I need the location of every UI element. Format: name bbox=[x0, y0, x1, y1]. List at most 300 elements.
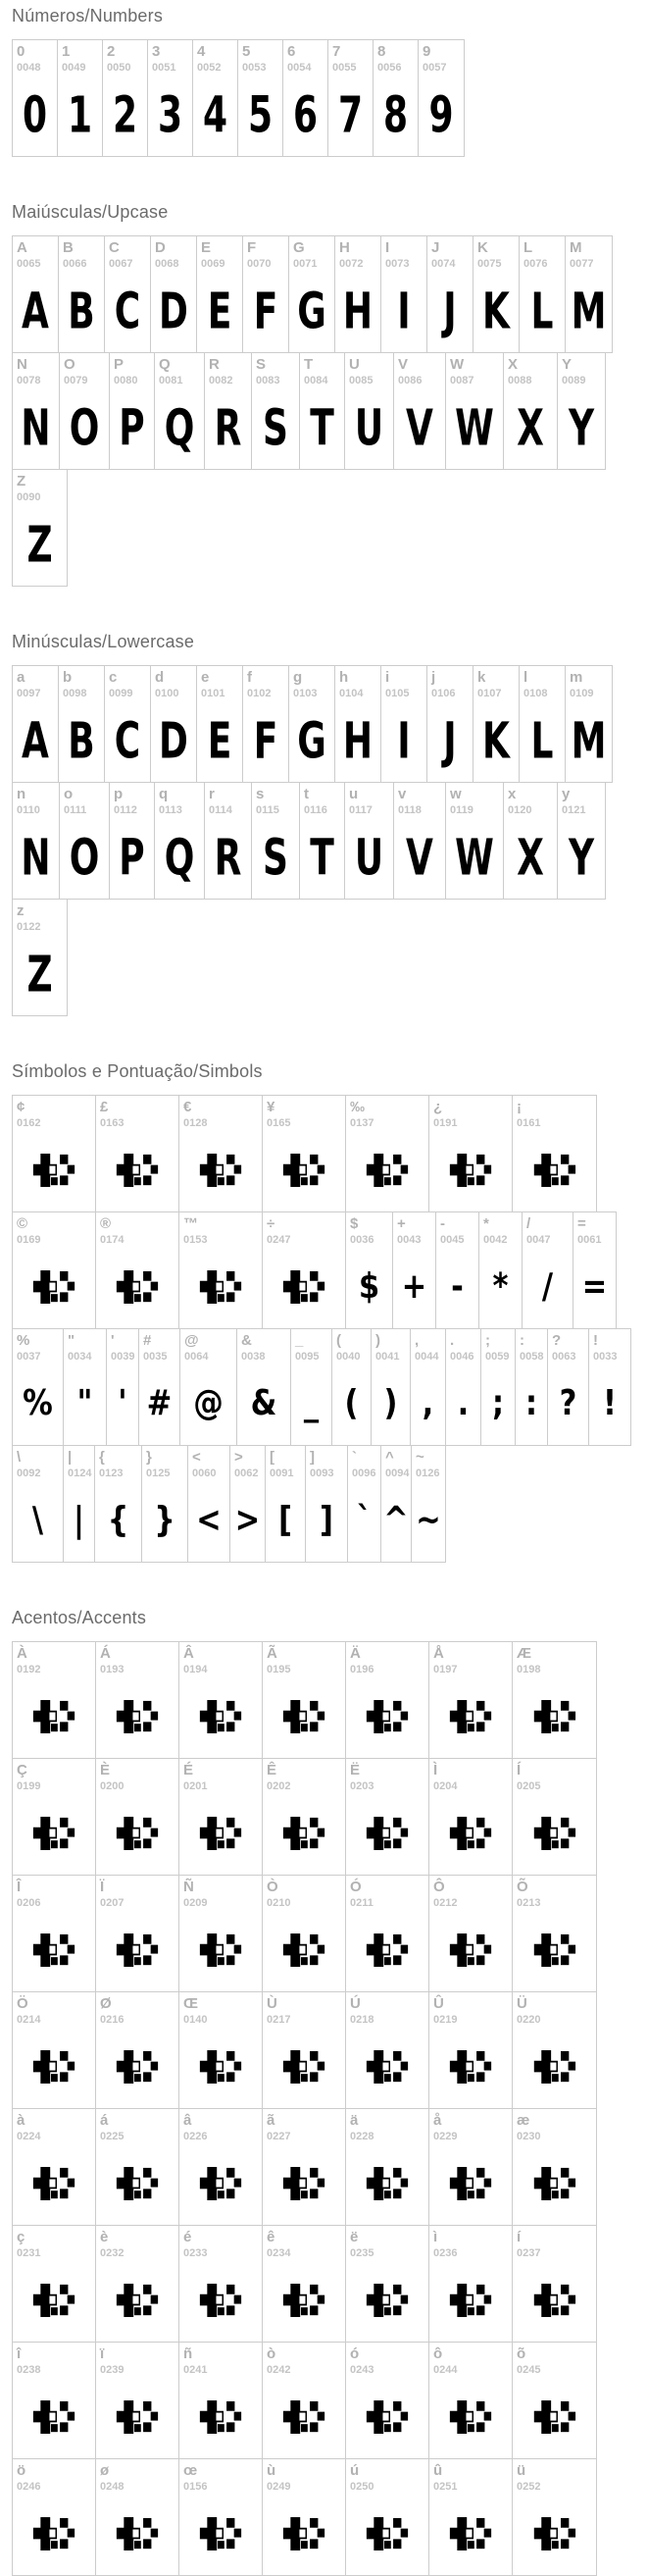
cell-header bbox=[13, 1876, 95, 1909]
character-code: 0251 bbox=[433, 2481, 458, 2493]
cell-header bbox=[504, 353, 557, 386]
character-code: 0239 bbox=[100, 2364, 125, 2376]
missing-glyph bbox=[185, 1246, 255, 1328]
cell-header bbox=[13, 40, 57, 74]
character-label: ~ bbox=[416, 1449, 424, 1466]
glyph-preview: 9 bbox=[428, 85, 454, 144]
glyph-preview: E bbox=[207, 711, 232, 770]
character-label: J bbox=[431, 239, 440, 256]
glyph-cell bbox=[411, 1329, 446, 1445]
missing-glyph bbox=[435, 1675, 505, 1758]
glyph-preview: } bbox=[154, 1500, 175, 1540]
character-label: j bbox=[431, 669, 436, 686]
missing-glyph-icon bbox=[200, 2283, 242, 2318]
glyph-cell bbox=[412, 1446, 445, 1562]
glyph-preview: ? bbox=[559, 1383, 577, 1423]
glyph-cell bbox=[155, 783, 205, 899]
character-code: 0047 bbox=[526, 1234, 551, 1246]
cell-header bbox=[263, 1876, 345, 1909]
glyph-preview: O bbox=[69, 398, 100, 457]
cell-header bbox=[179, 2226, 262, 2259]
glyph-table-symbols bbox=[12, 1095, 631, 1563]
missing-glyph bbox=[435, 2259, 505, 2342]
cell-header bbox=[13, 2343, 95, 2376]
glyph-cell bbox=[381, 236, 427, 352]
glyph-cell bbox=[429, 2343, 513, 2458]
character-code: 0087 bbox=[450, 375, 474, 386]
missing-glyph bbox=[185, 1909, 255, 1991]
glyph-cell bbox=[263, 2343, 346, 2458]
glyph-cell bbox=[548, 1329, 589, 1445]
character-label: 0 bbox=[17, 43, 25, 60]
character-code: 0088 bbox=[508, 375, 532, 386]
character-label: Á bbox=[100, 1645, 111, 1662]
missing-glyph-icon bbox=[200, 1153, 242, 1188]
character-label: ï bbox=[100, 2345, 105, 2362]
glyph-preview: H bbox=[342, 282, 374, 340]
cell-header bbox=[520, 666, 565, 699]
cell-header bbox=[59, 236, 104, 270]
character-code: 0237 bbox=[517, 2247, 541, 2259]
character-label: Ó bbox=[350, 1879, 362, 1895]
character-code: 0120 bbox=[508, 804, 532, 816]
character-label: 6 bbox=[287, 43, 296, 60]
cell-header bbox=[346, 2459, 428, 2493]
cell-header bbox=[346, 1759, 428, 1792]
character-label: Ì bbox=[433, 1762, 438, 1778]
cell-header bbox=[429, 1759, 512, 1792]
character-label: A bbox=[17, 239, 27, 256]
character-label: x bbox=[508, 786, 517, 802]
glyph-cell bbox=[346, 2343, 429, 2458]
missing-glyph-icon bbox=[117, 1932, 159, 1968]
character-code: 0232 bbox=[100, 2247, 125, 2259]
missing-glyph-icon bbox=[450, 2049, 492, 2085]
character-label: Ù bbox=[267, 1995, 277, 2012]
glyph-cell bbox=[110, 783, 155, 899]
character-code: 0203 bbox=[350, 1780, 374, 1792]
character-code: 0108 bbox=[523, 688, 548, 699]
glyph-preview: M bbox=[571, 282, 607, 340]
character-code: 0207 bbox=[100, 1897, 125, 1909]
cell-header bbox=[205, 783, 251, 816]
character-code: 0214 bbox=[17, 2014, 41, 2026]
cell-header bbox=[179, 2109, 262, 2142]
cell-header bbox=[13, 1759, 95, 1792]
character-code: 0084 bbox=[304, 375, 328, 386]
glyph-cell bbox=[474, 236, 520, 352]
glyph-table-lowercase bbox=[12, 665, 613, 1016]
glyph-preview: W bbox=[455, 398, 494, 457]
missing-glyph-icon bbox=[283, 1153, 325, 1188]
cell-header bbox=[429, 1876, 512, 1909]
character-code: 0107 bbox=[477, 688, 502, 699]
cell-header bbox=[345, 353, 393, 386]
cell-header bbox=[513, 1096, 596, 1129]
missing-glyph bbox=[352, 2026, 422, 2108]
glyph-cell bbox=[520, 236, 566, 352]
missing-glyph-icon bbox=[367, 2516, 409, 2551]
character-label: 5 bbox=[242, 43, 251, 60]
glyph-cell bbox=[96, 2226, 179, 2342]
glyph-cell bbox=[381, 666, 427, 782]
character-code: 0204 bbox=[433, 1780, 458, 1792]
character-label: d bbox=[155, 669, 165, 686]
glyph-preview: V bbox=[406, 828, 433, 887]
character-label: å bbox=[433, 2112, 442, 2129]
character-code: 0046 bbox=[450, 1351, 474, 1363]
glyph-cell bbox=[95, 1446, 142, 1562]
character-label: É bbox=[183, 1762, 194, 1778]
cell-header bbox=[346, 1212, 392, 1246]
character-label: 1 bbox=[62, 43, 71, 60]
character-code: 0193 bbox=[100, 1664, 125, 1675]
character-label: € bbox=[183, 1099, 192, 1115]
glyph-preview: . bbox=[457, 1383, 470, 1423]
missing-glyph-icon bbox=[450, 2166, 492, 2201]
character-label: C bbox=[109, 239, 120, 256]
cell-header bbox=[13, 236, 58, 270]
glyph-preview: W bbox=[455, 828, 494, 887]
character-label: Í bbox=[517, 1762, 522, 1778]
cell-header bbox=[429, 1992, 512, 2026]
glyph-cell bbox=[13, 236, 59, 352]
cell-header bbox=[263, 1212, 345, 1246]
glyph-cell bbox=[179, 1212, 263, 1328]
glyph-cell bbox=[306, 1446, 348, 1562]
character-label: à bbox=[17, 2112, 25, 2129]
character-code: 0068 bbox=[155, 258, 179, 270]
glyph-cell bbox=[105, 666, 151, 782]
character-code: 0109 bbox=[570, 688, 594, 699]
character-code: 0050 bbox=[107, 62, 131, 74]
cell-header bbox=[179, 1642, 262, 1675]
glyph-cell bbox=[110, 353, 155, 469]
glyph-preview: " bbox=[76, 1383, 93, 1423]
character-label: @ bbox=[184, 1332, 199, 1349]
glyph-row bbox=[12, 1991, 597, 2109]
glyph-cell bbox=[142, 1446, 188, 1562]
section-numbers bbox=[12, 6, 648, 157]
character-code: 0229 bbox=[433, 2131, 458, 2142]
character-label: \ bbox=[17, 1449, 22, 1466]
character-code: 0219 bbox=[433, 2014, 458, 2026]
character-label: æ bbox=[517, 2112, 530, 2129]
missing-glyph bbox=[19, 2376, 88, 2458]
character-label: Y bbox=[562, 356, 573, 373]
cell-header bbox=[148, 40, 192, 74]
character-label: q bbox=[159, 786, 169, 802]
missing-glyph-icon bbox=[33, 2516, 75, 2551]
cell-header bbox=[291, 1329, 331, 1363]
character-code: 0090 bbox=[17, 491, 41, 503]
glyph-cell bbox=[291, 1329, 332, 1445]
glyph-cell bbox=[513, 2226, 596, 2342]
character-label: Ú bbox=[350, 1995, 361, 2012]
glyph-preview: - bbox=[451, 1266, 464, 1307]
cell-header bbox=[558, 783, 605, 816]
missing-glyph-icon bbox=[117, 1816, 159, 1851]
missing-glyph-icon bbox=[283, 1816, 325, 1851]
glyph-cell bbox=[263, 1992, 346, 2108]
glyph-cell bbox=[429, 1992, 513, 2108]
cell-header bbox=[429, 1642, 512, 1675]
glyph-preview: [ bbox=[278, 1500, 292, 1540]
character-code: 0224 bbox=[17, 2131, 41, 2142]
character-code: 0080 bbox=[114, 375, 138, 386]
glyph-row bbox=[12, 235, 613, 353]
character-label: ÷ bbox=[267, 1215, 275, 1232]
character-code: 0052 bbox=[197, 62, 222, 74]
cell-header bbox=[13, 2226, 95, 2259]
character-label: Ç bbox=[17, 1762, 27, 1778]
cell-header bbox=[513, 1759, 596, 1792]
cell-header bbox=[381, 236, 426, 270]
character-label: ö bbox=[17, 2462, 26, 2479]
glyph-preview: ~ bbox=[416, 1500, 441, 1540]
missing-glyph-icon bbox=[283, 1269, 325, 1305]
character-label: o bbox=[64, 786, 74, 802]
glyph-cell bbox=[13, 353, 60, 469]
glyph-cell bbox=[60, 783, 110, 899]
glyph-cell bbox=[283, 40, 328, 156]
glyph-cell bbox=[446, 783, 504, 899]
character-label: e bbox=[201, 669, 210, 686]
character-code: 0091 bbox=[270, 1468, 294, 1479]
character-code: 0247 bbox=[267, 1234, 291, 1246]
cell-header bbox=[142, 1446, 187, 1479]
cell-header bbox=[427, 236, 473, 270]
character-code: 0048 bbox=[17, 62, 41, 74]
glyph-preview: Y bbox=[568, 828, 595, 887]
cell-header bbox=[205, 353, 251, 386]
glyph-cell bbox=[429, 1759, 513, 1875]
glyph-preview: ( bbox=[344, 1383, 359, 1423]
glyph-cell bbox=[58, 40, 103, 156]
cell-header bbox=[252, 353, 299, 386]
glyph-cell bbox=[193, 40, 238, 156]
character-label: w bbox=[450, 786, 462, 802]
glyph-preview: U bbox=[354, 828, 384, 887]
cell-header bbox=[558, 353, 605, 386]
character-label: â bbox=[183, 2112, 192, 2129]
character-label: Æ bbox=[517, 1645, 531, 1662]
cell-header bbox=[263, 2109, 345, 2142]
character-label: Å bbox=[433, 1645, 444, 1662]
glyph-preview: ] bbox=[320, 1500, 333, 1540]
glyph-cell bbox=[96, 1212, 179, 1328]
missing-glyph bbox=[435, 1792, 505, 1875]
character-label: r bbox=[209, 786, 215, 802]
character-label: Î bbox=[17, 1879, 22, 1895]
cell-header bbox=[263, 1096, 345, 1129]
cell-header bbox=[346, 2109, 428, 2142]
glyph-preview: K bbox=[482, 711, 510, 770]
cell-header bbox=[179, 1212, 262, 1246]
character-code: 0044 bbox=[415, 1351, 439, 1363]
glyph-preview: H bbox=[342, 711, 374, 770]
missing-glyph bbox=[19, 1675, 88, 1758]
cell-header bbox=[589, 1329, 630, 1363]
glyph-cell bbox=[179, 1876, 263, 1991]
glyph-preview: , bbox=[422, 1383, 434, 1423]
glyph-cell bbox=[429, 2109, 513, 2225]
character-label: á bbox=[100, 2112, 109, 2129]
glyph-cell bbox=[300, 353, 345, 469]
cell-header bbox=[345, 783, 393, 816]
missing-glyph-icon bbox=[283, 2049, 325, 2085]
character-label: ‰ bbox=[350, 1099, 365, 1115]
character-code: 0062 bbox=[234, 1468, 259, 1479]
character-label: ™ bbox=[183, 1215, 198, 1232]
character-label: Z bbox=[17, 473, 26, 489]
character-code: 0238 bbox=[17, 2364, 41, 2376]
glyph-row bbox=[12, 352, 606, 470]
character-code: 0054 bbox=[287, 62, 312, 74]
section-heading-accents: Acentos/Accents bbox=[12, 1608, 147, 1627]
cell-header bbox=[346, 1096, 428, 1129]
missing-glyph bbox=[269, 1246, 338, 1328]
glyph-cell bbox=[504, 783, 558, 899]
character-label: S bbox=[256, 356, 267, 373]
cell-header bbox=[96, 2226, 178, 2259]
glyph-table-accents bbox=[12, 1641, 597, 2576]
character-label: I bbox=[385, 239, 390, 256]
character-code: 0165 bbox=[267, 1117, 291, 1129]
character-label: { bbox=[99, 1449, 105, 1466]
character-label: y bbox=[562, 786, 571, 802]
cell-header bbox=[479, 1212, 522, 1246]
character-label: 3 bbox=[152, 43, 161, 60]
character-code: 0049 bbox=[62, 62, 86, 74]
character-code: 0174 bbox=[100, 1234, 125, 1246]
glyph-preview: < bbox=[196, 1500, 222, 1540]
character-label: / bbox=[526, 1215, 531, 1232]
section-accents bbox=[12, 1608, 648, 2576]
glyph-preview: N bbox=[21, 828, 51, 887]
section-uppercase bbox=[12, 202, 648, 587]
missing-glyph bbox=[19, 1129, 88, 1211]
character-code: 0100 bbox=[155, 688, 179, 699]
missing-glyph bbox=[185, 1129, 255, 1211]
glyph-preview: 7 bbox=[337, 85, 364, 144]
missing-glyph bbox=[435, 1909, 505, 1991]
glyph-preview: C bbox=[114, 711, 141, 770]
cell-header bbox=[346, 1992, 428, 2026]
character-code: 0199 bbox=[17, 1780, 41, 1792]
character-label: k bbox=[477, 669, 486, 686]
character-code: 0212 bbox=[433, 1897, 458, 1909]
missing-glyph bbox=[519, 1792, 589, 1875]
cell-header bbox=[523, 1212, 573, 1246]
character-code: 0121 bbox=[562, 804, 586, 816]
character-code: 0036 bbox=[350, 1234, 374, 1246]
missing-glyph-icon bbox=[367, 2399, 409, 2435]
glyph-preview: ^ bbox=[383, 1500, 409, 1540]
cell-header bbox=[393, 1212, 435, 1246]
cell-header bbox=[566, 666, 612, 699]
glyph-row bbox=[12, 782, 606, 900]
cell-header bbox=[238, 40, 282, 74]
character-label: E bbox=[201, 239, 212, 256]
character-code: 0220 bbox=[517, 2014, 541, 2026]
character-label: ù bbox=[267, 2462, 276, 2479]
glyph-cell bbox=[155, 353, 205, 469]
cell-header bbox=[566, 236, 612, 270]
cell-header bbox=[139, 1329, 179, 1363]
cell-header bbox=[230, 1446, 265, 1479]
character-label: Ô bbox=[433, 1879, 445, 1895]
cell-header bbox=[394, 783, 445, 816]
glyph-cell bbox=[13, 783, 60, 899]
missing-glyph bbox=[185, 1792, 255, 1875]
cell-header bbox=[13, 783, 59, 816]
missing-glyph-icon bbox=[533, 2166, 575, 2201]
character-code: 0105 bbox=[385, 688, 410, 699]
glyph-cell bbox=[263, 2459, 346, 2575]
glyph-preview: R bbox=[214, 828, 242, 887]
character-code: 0231 bbox=[17, 2247, 41, 2259]
missing-glyph bbox=[102, 2376, 172, 2458]
glyph-cell bbox=[345, 783, 394, 899]
cell-header bbox=[243, 236, 288, 270]
glyph-cell bbox=[374, 40, 419, 156]
cell-header bbox=[348, 1446, 380, 1479]
missing-glyph bbox=[102, 2259, 172, 2342]
glyph-preview: / bbox=[541, 1266, 554, 1307]
glyph-cell bbox=[345, 353, 394, 469]
character-label: W bbox=[450, 356, 465, 373]
missing-glyph bbox=[352, 1909, 422, 1991]
character-code: 0098 bbox=[63, 688, 87, 699]
cell-header bbox=[516, 1329, 547, 1363]
character-label: m bbox=[570, 669, 583, 686]
character-label: ; bbox=[485, 1332, 490, 1349]
character-code: 0081 bbox=[159, 375, 183, 386]
character-code: 0117 bbox=[349, 804, 373, 816]
character-code: 0073 bbox=[385, 258, 410, 270]
character-label: ) bbox=[375, 1332, 380, 1349]
character-label: ? bbox=[552, 1332, 562, 1349]
cell-header bbox=[372, 1329, 410, 1363]
glyph-cell bbox=[429, 1876, 513, 1991]
missing-glyph bbox=[519, 2376, 589, 2458]
character-code: 0041 bbox=[375, 1351, 400, 1363]
glyph-cell bbox=[243, 236, 289, 352]
character-label: ñ bbox=[183, 2345, 193, 2362]
character-code: 0034 bbox=[68, 1351, 92, 1363]
glyph-cell bbox=[513, 2459, 596, 2575]
glyph-preview: G bbox=[297, 711, 326, 770]
missing-glyph bbox=[19, 2493, 88, 2575]
glyph-cell bbox=[266, 1446, 306, 1562]
glyph-cell bbox=[107, 1329, 139, 1445]
glyph-preview: 8 bbox=[382, 85, 409, 144]
character-code: 0163 bbox=[100, 1117, 125, 1129]
cell-header bbox=[513, 1642, 596, 1675]
character-code: 0194 bbox=[183, 1664, 208, 1675]
missing-glyph-icon bbox=[283, 2516, 325, 2551]
glyph-cell bbox=[96, 1759, 179, 1875]
character-label: t bbox=[304, 786, 309, 802]
glyph-cell bbox=[372, 1329, 411, 1445]
glyph-preview: 0 bbox=[22, 85, 48, 144]
character-code: 0051 bbox=[152, 62, 176, 74]
character-label: 4 bbox=[197, 43, 206, 60]
cell-header bbox=[13, 470, 67, 503]
glyph-preview: ` bbox=[356, 1500, 373, 1540]
character-label: ú bbox=[350, 2462, 360, 2479]
